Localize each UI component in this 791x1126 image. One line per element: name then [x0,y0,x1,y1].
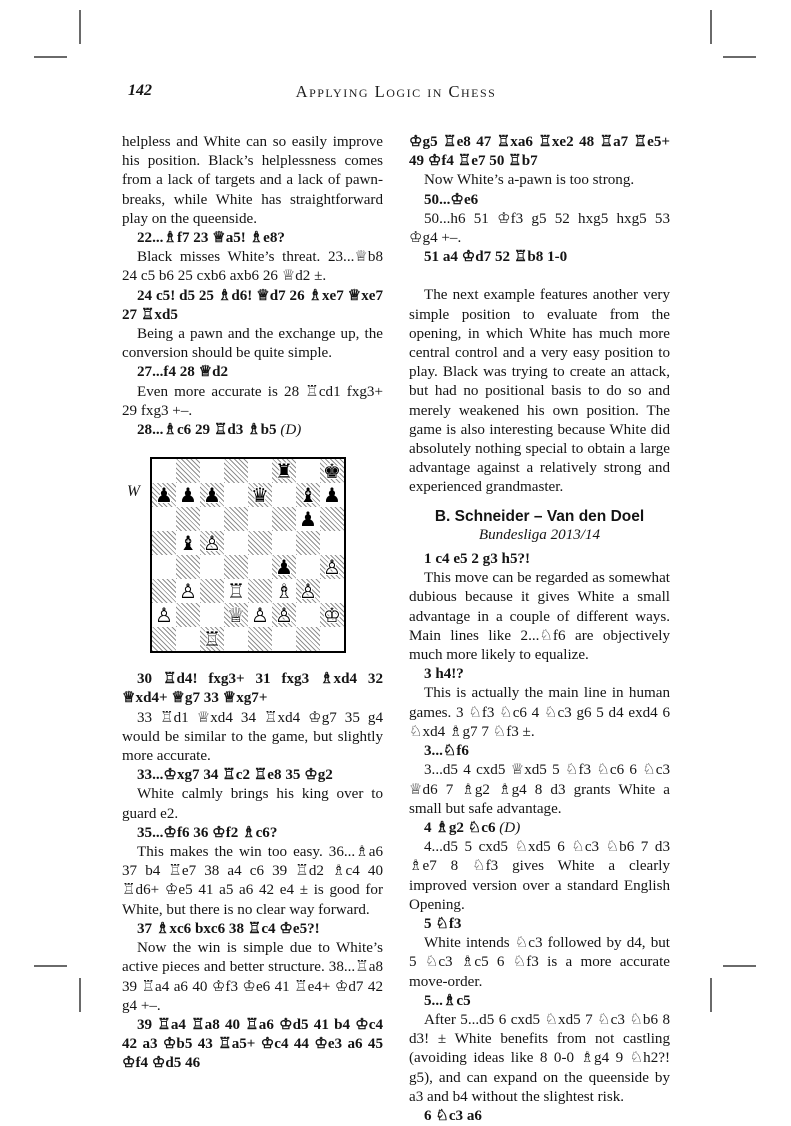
paragraph: White calmly brings his king over to guard e2. [122,786,383,822]
chess-piece: ♗ [275,579,293,604]
chess-piece: ♝ [299,483,317,508]
crop-mark-bottom-left-vertical [79,978,81,1012]
paragraph: 4...d5 5 cxd5 ♘xd5 6 ♘c3 ♘b6 7 d3 ♗e7 8 ♘f3 gives White a clearly improved version over a standard English Opening. [409,839,670,913]
board-square [176,458,200,483]
board-square [272,507,296,531]
paragraph: Now White’s a-pawn is too strong. [424,172,635,189]
paragraph: Now the win is simple due to White’s active pieces and better structure. 38...♖a8 39 ♖a4 a6 40 ♔f3 ♔e6 41 ♖e4+ ♔d7 42 g4 +–. [122,940,383,1014]
game-event: Bundesliga 2013/14 [478,526,601,543]
board-square [320,507,345,531]
page-number: 142 [128,82,152,99]
paragraph: 3...d5 4 cxd5 ♕xd5 5 ♘f3 ♘c6 6 ♘c3 ♕d6 7 ♗g2 ♗g4 8 d3 grants White a small but safe advantage. [409,762,670,817]
right-column [409,133,670,1126]
crop-mark-top-left-horizontal [34,56,67,58]
crop-mark-top-left-vertical [79,10,81,44]
board-square [200,483,224,507]
chess-piece: ♖ [203,627,221,652]
board-square [320,603,345,627]
board-square [224,483,248,507]
board-square [224,531,248,555]
chess-piece: ♙ [251,603,269,628]
paragraph: Even more accurate is 28 ♖cd1 fxg3+ 29 fxg3 +–. [122,383,383,419]
move-line: 50...♔e6 [424,191,479,208]
chess-piece: ♚ [323,459,341,484]
board-square [200,531,224,555]
board-square [320,458,345,483]
board-square [272,531,296,555]
paragraph: After 5...d5 6 cxd5 ♘xd5 7 ♘c3 ♘b6 8 d3! ± White benefits from not castling (avoiding ideas like 8 0-0 ♗g4 9 ♘h2?! g5), and can expand on the queenside by a3 and b4 without the slightest risk. [409,1011,670,1105]
board-square [151,555,176,579]
move-line-continuation: ♔g5 ♖e8 47 ♖xa6 ♖xe2 48 ♖a7 ♖e5+ 49 ♔f4 ♖e7 50 ♖b7 [409,134,670,170]
board-square [151,531,176,555]
move-line: 39 ♖a4 ♖a8 40 ♖a6 ♔d5 41 b4 ♔c4 42 a3 ♔b5 43 ♖a5+ ♔c4 44 ♔e3 a6 45 ♔f4 ♔d5 46 [122,1016,383,1072]
chess-piece: ♙ [155,603,173,628]
board-square [272,579,296,603]
board-square [248,507,272,531]
chess-piece: ♙ [299,579,317,604]
chess-piece: ♟ [179,483,197,508]
move-line: 30 ♖d4! fxg3+ 31 fxg3 ♗xd4 32 ♕xd4+ ♕g7 33 ♕xg7+ [122,671,383,707]
board-square [224,555,248,579]
board-square [248,458,272,483]
chess-piece: ♕ [227,603,245,628]
paragraph: Being a pawn and the exchange up, the conversion should be quite simple. [122,326,383,362]
board-square [320,531,345,555]
board-square [272,627,296,652]
board-square [248,603,272,627]
chess-piece: ♖ [227,579,245,604]
move-line: 24 c5! d5 25 ♗d6! ♕d7 26 ♗xe7 ♕xe7 27 ♖xd5 [122,287,383,323]
paragraph: This is actually the main line in human games. 3 ♘f3 ♘c6 4 ♘c3 g6 5 d4 exd4 6 ♘xd4 ♗g7 7 ♘f3 ±. [409,685,670,740]
vertical-space [409,498,670,507]
move-line: 33...♔xg7 34 ♖c2 ♖e8 35 ♔g2 [137,767,333,784]
board-square [248,483,272,507]
board-square [296,531,320,555]
move-line: 22...♗f7 23 ♕a5! ♗e8? [137,230,285,247]
diagram-reference: (D) [499,819,521,836]
board-square [320,579,345,603]
chess-piece: ♙ [275,603,293,628]
move-line: 1 c4 e5 2 g3 h5?! [424,551,531,568]
board-square [296,579,320,603]
board-square [224,458,248,483]
board-square [176,555,200,579]
crop-mark-top-right-vertical [710,10,712,44]
paragraph-continuation: helpless and White can so easily improve his position. Black’s helplessness comes from a lack of targets and a lack of pawn-breaks, while White has straightforward play on the queenside. [122,134,383,227]
left-column [122,133,383,1126]
board-square [151,627,176,652]
chess-board [150,457,346,653]
board-square [248,555,272,579]
paragraph: Black misses White’s threat. 23...♕b8 24 c5 b6 25 cxb6 axb6 26 ♕d2 ±. [122,249,383,285]
board-square [200,555,224,579]
move-line: 27...f4 28 ♕d2 [137,364,229,381]
board-square [151,603,176,627]
crop-mark-bottom-right-vertical [710,978,712,1012]
board-square [296,627,320,652]
crop-mark-top-right-horizontal [723,56,756,58]
board-square [320,627,345,652]
board-square [200,507,224,531]
paragraph: This makes the win too easy. 36...♗a6 37 b4 ♖e7 38 a4 c6 39 ♖d2 ♗c4 40 ♖d6+ ♔e5 41 a5 a6 42 e4 ± is good for White, but there is no clear way forward. [122,844,383,918]
board-square [200,458,224,483]
board-square [296,555,320,579]
board-square [151,483,176,507]
move-line: 5 ♘f3 [424,915,462,932]
board-square [200,603,224,627]
move-line: 6 ♘c3 a6 [424,1107,482,1124]
paragraph: 33 ♖d1 ♕xd4 34 ♖xd4 ♔g7 35 g4 would be similar to the game, but slightly more accurate. [122,709,383,765]
paragraph: White intends ♘c3 followed by d4, but 5 ♘c3 ♗c5 6 ♘f3 is a more accurate move-order. [409,935,670,990]
chess-piece: ♛ [251,483,269,508]
move-line: 4 ♗g2 ♘c6 (D) [424,819,521,836]
board-square [272,483,296,507]
running-head: Applying Logic in Chess [295,82,497,101]
chess-piece: ♟ [155,483,173,508]
move-line: 3 h4!? [424,666,464,683]
side-to-move-label: W [127,483,140,501]
board-square [248,531,272,555]
move-line: 5...♗c5 [424,992,471,1009]
move-line: 51 a4 ♔d7 52 ♖b8 1-0 [424,249,568,266]
move-line: 37 ♗xc6 bxc6 38 ♖c4 ♔e5?! [137,920,320,937]
crop-mark-bottom-right-horizontal [723,965,756,967]
game-title: B. Schneider – Van den Doel [434,507,645,525]
board-square [248,579,272,603]
board-square [176,507,200,531]
board-square [296,458,320,483]
board-square [272,603,296,627]
chess-piece: ♜ [275,459,293,484]
paragraph: This move can be regarded as somewhat dubious because it gives White a small advantage in a couple of different ways. Main lines like 2...♘f6 are objectively much more likely to equalize. [409,570,670,664]
board-square [200,627,224,652]
board-square [320,483,345,507]
chess-piece: ♝ [179,531,197,556]
board-square [320,555,345,579]
page-header [122,82,670,104]
board-square [296,603,320,627]
vertical-space [409,267,670,286]
board-square [176,531,200,555]
move-line: 35...♔f6 36 ♔f2 ♗c6? [137,824,278,841]
paragraph: The next example features another very simple position to evaluate from the opening, in which White has much more central control and a very easy position to play. Black was trying to create an attack, but had no positional basis to do so and merely weakened his own position. The game is also interesting because White did absolutely nothing special to obtain a large advantage against a relatively strong and experienced grandmaster. [409,287,670,496]
board-square [224,507,248,531]
chess-diagram [127,457,345,653]
chess-piece: ♟ [299,507,317,532]
board-square [176,603,200,627]
chess-piece: ♔ [323,603,341,628]
board-square [176,627,200,652]
chess-piece: ♙ [179,579,197,604]
chess-piece: ♟ [275,555,293,580]
board-square [224,603,248,627]
board-square [151,507,176,531]
paragraph: 50...h6 51 ♔f3 g5 52 hxg5 hxg5 53 ♔g4 +–. [409,210,670,247]
crop-mark-bottom-left-horizontal [34,965,67,967]
move-line: 28...♗c6 29 ♖d3 ♗b5 (D) [137,422,302,439]
board-square [296,507,320,531]
page-content [122,82,670,1126]
board-square [224,579,248,603]
board-square [151,458,176,483]
board-square [200,579,224,603]
two-column-text [122,133,670,1126]
chess-piece: ♟ [323,483,341,508]
board-square [296,483,320,507]
chess-piece: ♟ [203,483,221,508]
board-square [176,483,200,507]
move-line: 3...♘f6 [424,743,469,760]
board-square [272,555,296,579]
board-square [248,627,272,652]
board-square [176,579,200,603]
board-square [224,627,248,652]
board-square [151,579,176,603]
diagram-reference: (D) [280,422,302,439]
chess-piece: ♙ [323,555,341,580]
board-square [272,458,296,483]
chess-piece: ♙ [203,531,221,556]
